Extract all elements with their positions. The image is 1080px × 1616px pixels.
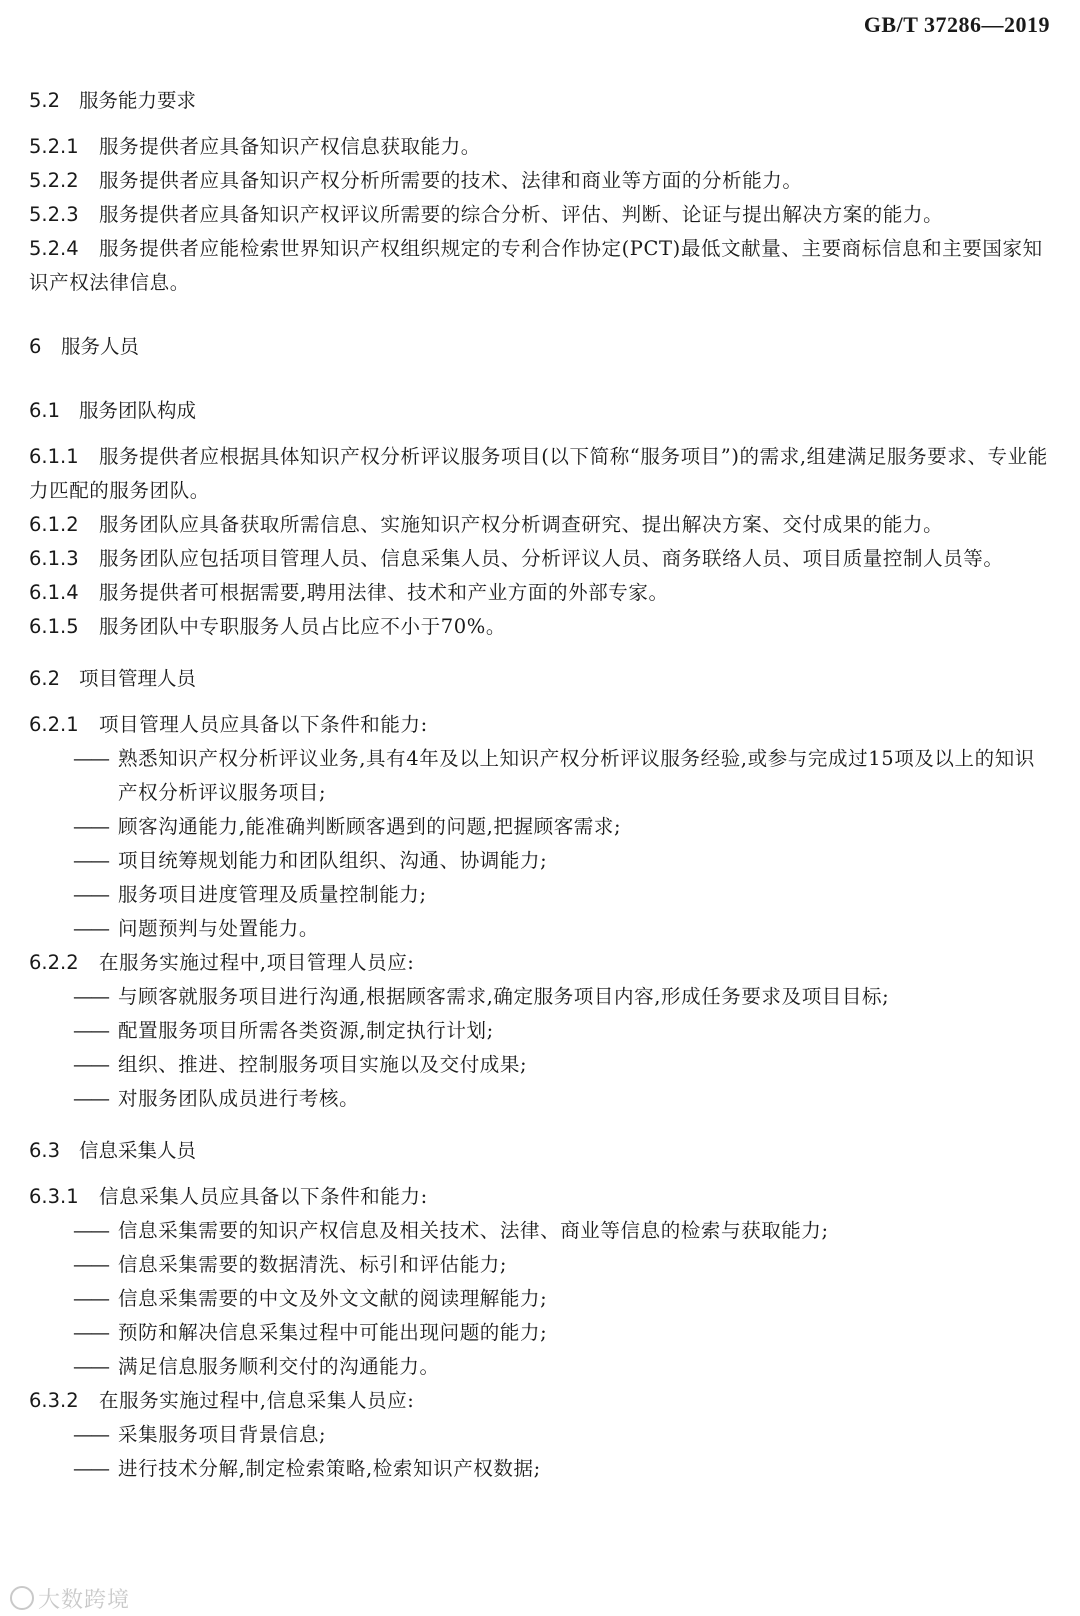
section-number: 6.2 <box>29 667 61 690</box>
spacer <box>29 696 1051 708</box>
clause-number: 6.1.4 <box>29 581 79 604</box>
clause-paragraph <box>29 576 1051 610</box>
list-item <box>29 1350 1051 1384</box>
clause-text: 在服务实施过程中,信息采集人员应: <box>99 1389 415 1412</box>
document-body <box>29 84 1051 1486</box>
dash-marker: —— <box>73 1019 108 1042</box>
clause-text: 服务提供者应根据具体知识产权分析评议服务项目(以下简称“服务项目”)的需求,组建满足服务要求、专业能力匹配的服务团队。 <box>29 445 1048 502</box>
list-item-text: 服务项目进度管理及质量控制能力; <box>118 883 427 906</box>
clause-paragraph <box>29 1180 1051 1214</box>
clause-text: 服务团队应包括项目管理人员、信息采集人员、分析评议人员、商务联络人员、项目质量控制人员等。 <box>99 547 1004 570</box>
section-title: 服务人员 <box>61 335 140 358</box>
standard-code: GB/T 37286—2019 <box>863 12 1050 37</box>
clause-paragraph <box>29 440 1051 508</box>
list-item-text: 问题预判与处置能力。 <box>118 917 320 940</box>
clause-paragraph <box>29 198 1051 232</box>
list-item <box>29 1048 1051 1082</box>
clause-text: 服务提供者应能检索世界知识产权组织规定的专利合作协定(PCT)最低文献量、主要商标信息和主要国家知识产权法律信息。 <box>29 237 1043 294</box>
list-item <box>29 1214 1051 1248</box>
dash-list <box>29 980 1051 1116</box>
clause-number: 6.2.1 <box>29 713 79 736</box>
list-item <box>29 878 1051 912</box>
spacer <box>29 118 1051 130</box>
clause-number: 6.3.1 <box>29 1185 79 1208</box>
spacer <box>29 364 1051 376</box>
clause-number: 5.2.2 <box>29 169 79 192</box>
clause-number: 5.2.4 <box>29 237 79 260</box>
spacer <box>29 428 1051 440</box>
clause-text: 服务提供者应具备知识产权评议所需要的综合分析、评估、判断、论证与提出解决方案的能力。 <box>99 203 944 226</box>
section-heading <box>29 330 1051 364</box>
clause-text: 服务团队中专职服务人员占比应不小于70%。 <box>99 615 506 638</box>
clause-number: 5.2.1 <box>29 135 79 158</box>
list-item-text: 与顾客就服务项目进行沟通,根据顾客需求,确定服务项目内容,形成任务要求及项目目标; <box>118 985 890 1008</box>
dash-marker: —— <box>73 849 108 872</box>
clause-paragraph <box>29 164 1051 198</box>
clause-number: 5.2.3 <box>29 203 79 226</box>
list-item <box>29 844 1051 878</box>
list-item-text: 信息采集需要的知识产权信息及相关技术、法律、商业等信息的检索与获取能力; <box>118 1219 829 1242</box>
list-item <box>29 912 1051 946</box>
clause-text: 项目管理人员应具备以下条件和能力: <box>99 713 428 736</box>
clause-text: 服务提供者应具备知识产权分析所需要的技术、法律和商业等方面的分析能力。 <box>99 169 803 192</box>
list-item <box>29 810 1051 844</box>
clause-number: 6.3.2 <box>29 1389 79 1412</box>
section-number: 6.1 <box>29 399 61 422</box>
list-item <box>29 1282 1051 1316</box>
section-heading <box>29 394 1051 428</box>
dash-marker: —— <box>73 1355 108 1378</box>
section-title: 服务能力要求 <box>79 89 197 112</box>
clause-number: 6.1.1 <box>29 445 79 468</box>
section-heading <box>29 662 1051 696</box>
dash-list <box>29 1214 1051 1384</box>
clause-paragraph <box>29 708 1051 742</box>
clause-paragraph <box>29 1384 1051 1418</box>
clause-paragraph <box>29 130 1051 164</box>
dash-marker: —— <box>73 985 108 1008</box>
spacer <box>29 300 1051 330</box>
clause-number: 6.1.2 <box>29 513 79 536</box>
list-item <box>29 1316 1051 1350</box>
clause-paragraph <box>29 610 1051 644</box>
clause-paragraph <box>29 542 1051 576</box>
list-item-text: 顾客沟通能力,能准确判断顾客遇到的问题,把握顾客需求; <box>118 815 622 838</box>
clause-text: 服务提供者应具备知识产权信息获取能力。 <box>99 135 481 158</box>
dash-marker: —— <box>73 815 108 838</box>
list-item-text: 配置服务项目所需各类资源,制定执行计划; <box>118 1019 494 1042</box>
dash-marker: —— <box>73 1253 108 1276</box>
section-heading <box>29 84 1051 118</box>
clause-number: 6.2.2 <box>29 951 79 974</box>
list-item <box>29 1418 1051 1452</box>
list-item-text: 预防和解决信息采集过程中可能出现问题的能力; <box>118 1321 548 1344</box>
section-number: 6.3 <box>29 1139 61 1162</box>
list-item <box>29 980 1051 1014</box>
list-item-text: 项目统筹规划能力和团队组织、沟通、协调能力; <box>118 849 548 872</box>
list-item <box>29 1452 1051 1486</box>
list-item <box>29 1248 1051 1282</box>
clause-number: 6.1.5 <box>29 615 79 638</box>
spacer <box>29 1116 1051 1134</box>
watermark-logo-icon <box>10 1586 34 1610</box>
dash-marker: —— <box>73 1087 108 1110</box>
clause-text: 信息采集人员应具备以下条件和能力: <box>99 1185 428 1208</box>
watermark <box>10 1583 130 1614</box>
spacer <box>29 376 1051 394</box>
dash-marker: —— <box>73 1287 108 1310</box>
dash-marker: —— <box>73 1457 108 1480</box>
clause-text: 在服务实施过程中,项目管理人员应: <box>99 951 415 974</box>
list-item-text: 信息采集需要的中文及外文文献的阅读理解能力; <box>118 1287 548 1310</box>
section-heading <box>29 1134 1051 1168</box>
dash-marker: —— <box>73 1053 108 1076</box>
list-item-text: 满足信息服务顺利交付的沟通能力。 <box>118 1355 440 1378</box>
clause-text: 服务团队应具备获取所需信息、实施知识产权分析调查研究、提出解决方案、交付成果的能力。 <box>99 513 944 536</box>
section-number: 6 <box>29 335 42 358</box>
dash-marker: —— <box>73 917 108 940</box>
dash-marker: —— <box>73 1219 108 1242</box>
dash-marker: —— <box>73 883 108 906</box>
list-item-text: 进行技术分解,制定检索策略,检索知识产权数据; <box>118 1457 541 1480</box>
clause-paragraph <box>29 232 1051 300</box>
clause-paragraph <box>29 946 1051 980</box>
watermark-text: 大数跨境 <box>38 1588 131 1613</box>
list-item-text: 采集服务项目背景信息; <box>118 1423 327 1446</box>
clause-paragraph <box>29 508 1051 542</box>
dash-list <box>29 1418 1051 1486</box>
section-title: 项目管理人员 <box>79 667 197 690</box>
list-item-text: 信息采集需要的数据清洗、标引和评估能力; <box>118 1253 508 1276</box>
dash-list <box>29 742 1051 946</box>
dash-marker: —— <box>73 1321 108 1344</box>
dash-marker: —— <box>73 747 108 770</box>
list-item-text: 对服务团队成员进行考核。 <box>118 1087 360 1110</box>
list-item <box>29 1082 1051 1116</box>
section-title: 服务团队构成 <box>79 399 197 422</box>
clause-text: 服务提供者可根据需要,聘用法律、技术和产业方面的外部专家。 <box>99 581 669 604</box>
list-item-text: 组织、推进、控制服务项目实施以及交付成果; <box>118 1053 528 1076</box>
list-item <box>29 1014 1051 1048</box>
spacer <box>29 644 1051 662</box>
list-item <box>29 742 1051 810</box>
dash-marker: —— <box>73 1423 108 1446</box>
spacer <box>29 1168 1051 1180</box>
section-number: 5.2 <box>29 89 61 112</box>
list-item-text: 熟悉知识产权分析评议业务,具有4年及以上知识产权分析评议服务经验,或参与完成过15项及以上的知识产权分析评议服务项目; <box>118 747 1035 804</box>
section-title: 信息采集人员 <box>79 1139 197 1162</box>
clause-number: 6.1.3 <box>29 547 79 570</box>
